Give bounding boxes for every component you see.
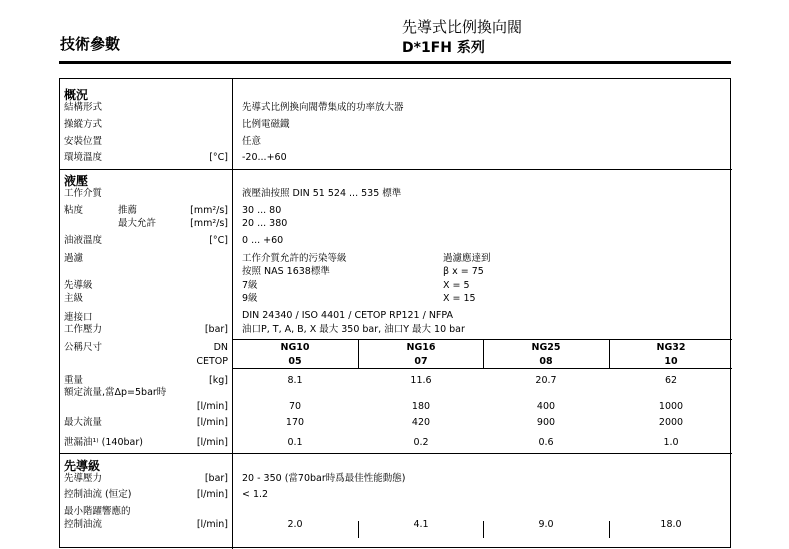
column-divider (232, 79, 233, 549)
section-divider (60, 169, 732, 170)
min-step-value: 4.1 (413, 519, 429, 530)
row-label: 環境溫度 (64, 152, 103, 163)
row-label: 操縱方式 (64, 119, 103, 130)
row-label: 最小階躍響應的 (64, 506, 131, 517)
row-value: 0 ... +60 (242, 235, 284, 246)
row-label: 粘度 (64, 205, 84, 216)
spec-table (59, 78, 731, 548)
row-value: -20...+60 (242, 152, 287, 163)
row-value: DIN 24340 / ISO 4401 / CETOP RP121 / NFPA (242, 310, 454, 321)
rated-flow-value: 400 (536, 401, 556, 412)
size-col-divider (358, 521, 359, 538)
row-value: 比例電磁鐵 (242, 119, 290, 130)
size-dn: NG16 (406, 342, 436, 353)
size-col-divider (609, 339, 610, 368)
row-value: 7級 (242, 280, 258, 291)
filter-text: 工作介質允許的污染等級 (242, 253, 347, 264)
page-section-title: 技術參數 (60, 35, 121, 53)
row-label: 最大流量 (64, 417, 103, 428)
row-unit: [l/min] (196, 437, 228, 448)
row-label: 安裝位置 (64, 136, 103, 147)
min-step-value: 2.0 (287, 519, 303, 530)
row-value: 油口P, T, A, B, X 最大 350 bar, 油口Y 最大 10 bar (242, 324, 465, 335)
max-flow-value: 2000 (658, 417, 684, 428)
leak-value: 0.6 (538, 437, 554, 448)
size-dn: NG32 (656, 342, 686, 353)
row-unit: CETOP (196, 356, 228, 367)
row-unit: [l/min] (196, 489, 228, 500)
row-value: 20 - 350 (當70bar時爲最佳性能動態) (242, 473, 406, 484)
section-hydraulic-title: 液壓 (64, 174, 89, 188)
header-rule (59, 61, 731, 64)
size-col-divider (483, 521, 484, 538)
row-unit: [l/min] (196, 417, 228, 428)
row-label: 先導級 (64, 280, 93, 291)
section-general-title: 概況 (64, 88, 89, 102)
row-unit: [°C] (209, 152, 228, 163)
max-flow-value: 420 (411, 417, 431, 428)
filter-text: β x = 75 (443, 266, 484, 277)
filter-text: 按照 NAS 1638標準 (242, 266, 330, 277)
product-series: D*1FH 系列 (402, 40, 485, 56)
row-unit: [mm²/s] (190, 218, 228, 229)
row-value: X = 15 (443, 293, 476, 304)
row-label: 結構形式 (64, 102, 103, 113)
rated-flow-value: 70 (288, 401, 302, 412)
row-value: 先導式比例換向閥帶集成的功率放大器 (242, 102, 404, 113)
row-unit: [bar] (204, 473, 228, 484)
weight-value: 8.1 (287, 375, 303, 386)
row-unit: [kg] (209, 375, 228, 386)
row-value: 任意 (242, 136, 262, 147)
rated-flow-value: 180 (411, 401, 431, 412)
size-cetop: 08 (539, 356, 553, 367)
size-col-divider (483, 339, 484, 368)
row-label: 連接口 (64, 312, 93, 323)
row-label: 工作壓力 (64, 324, 103, 335)
size-table-top (232, 339, 732, 340)
size-col-divider (609, 521, 610, 538)
row-value: < 1.2 (242, 489, 269, 500)
row-unit: DN (213, 342, 228, 353)
min-step-value: 18.0 (660, 519, 682, 530)
size-cetop: 07 (414, 356, 428, 367)
row-unit: [l/min] (196, 401, 228, 412)
row-unit: [l/min] (196, 519, 228, 530)
row-sublabel: 推薦 (118, 205, 138, 216)
row-label: 公稱尺寸 (64, 342, 103, 353)
leak-value: 1.0 (663, 437, 679, 448)
product-title: 先導式比例換向閥 (402, 18, 523, 36)
row-label: 額定流量,當Δp=5bar時 (64, 387, 167, 398)
size-dn: NG10 (280, 342, 310, 353)
weight-value: 11.6 (410, 375, 432, 386)
row-label: 泄漏油¹⁾ (140bar) (64, 437, 143, 448)
row-sublabel: 最大允許 (118, 218, 157, 229)
row-value: 20 ... 380 (242, 218, 288, 229)
row-label: 控制油流 (恒定) (64, 489, 132, 500)
row-unit: [°C] (209, 235, 228, 246)
max-flow-value: 900 (536, 417, 556, 428)
row-label: 工作介質 (64, 188, 103, 199)
size-dn: NG25 (531, 342, 561, 353)
size-col-divider (358, 339, 359, 368)
row-label: 油液溫度 (64, 235, 103, 246)
filter-text: 過濾應達到 (443, 253, 491, 264)
row-label: 主級 (64, 293, 84, 304)
row-value: X = 5 (443, 280, 470, 291)
row-label: 控制油流 (64, 519, 103, 530)
row-label: 先導壓力 (64, 473, 103, 484)
row-label: 過濾 (64, 253, 84, 264)
rated-flow-value: 1000 (658, 401, 684, 412)
size-cetop: 05 (288, 356, 302, 367)
row-label: 重量 (64, 375, 84, 386)
row-unit: [bar] (204, 324, 228, 335)
section-pilot-title: 先導級 (64, 459, 101, 473)
row-unit: [mm²/s] (190, 205, 228, 216)
section-divider (60, 453, 732, 454)
leak-value: 0.2 (413, 437, 429, 448)
size-table-header-bottom (232, 368, 732, 369)
row-value: 液壓油按照 DIN 51 524 ... 535 標準 (242, 188, 402, 199)
size-cetop: 10 (664, 356, 678, 367)
row-value: 30 ... 80 (242, 205, 282, 216)
weight-value: 20.7 (535, 375, 557, 386)
max-flow-value: 170 (285, 417, 305, 428)
leak-value: 0.1 (287, 437, 303, 448)
min-step-value: 9.0 (538, 519, 554, 530)
row-value: 9級 (242, 293, 258, 304)
weight-value: 62 (664, 375, 678, 386)
